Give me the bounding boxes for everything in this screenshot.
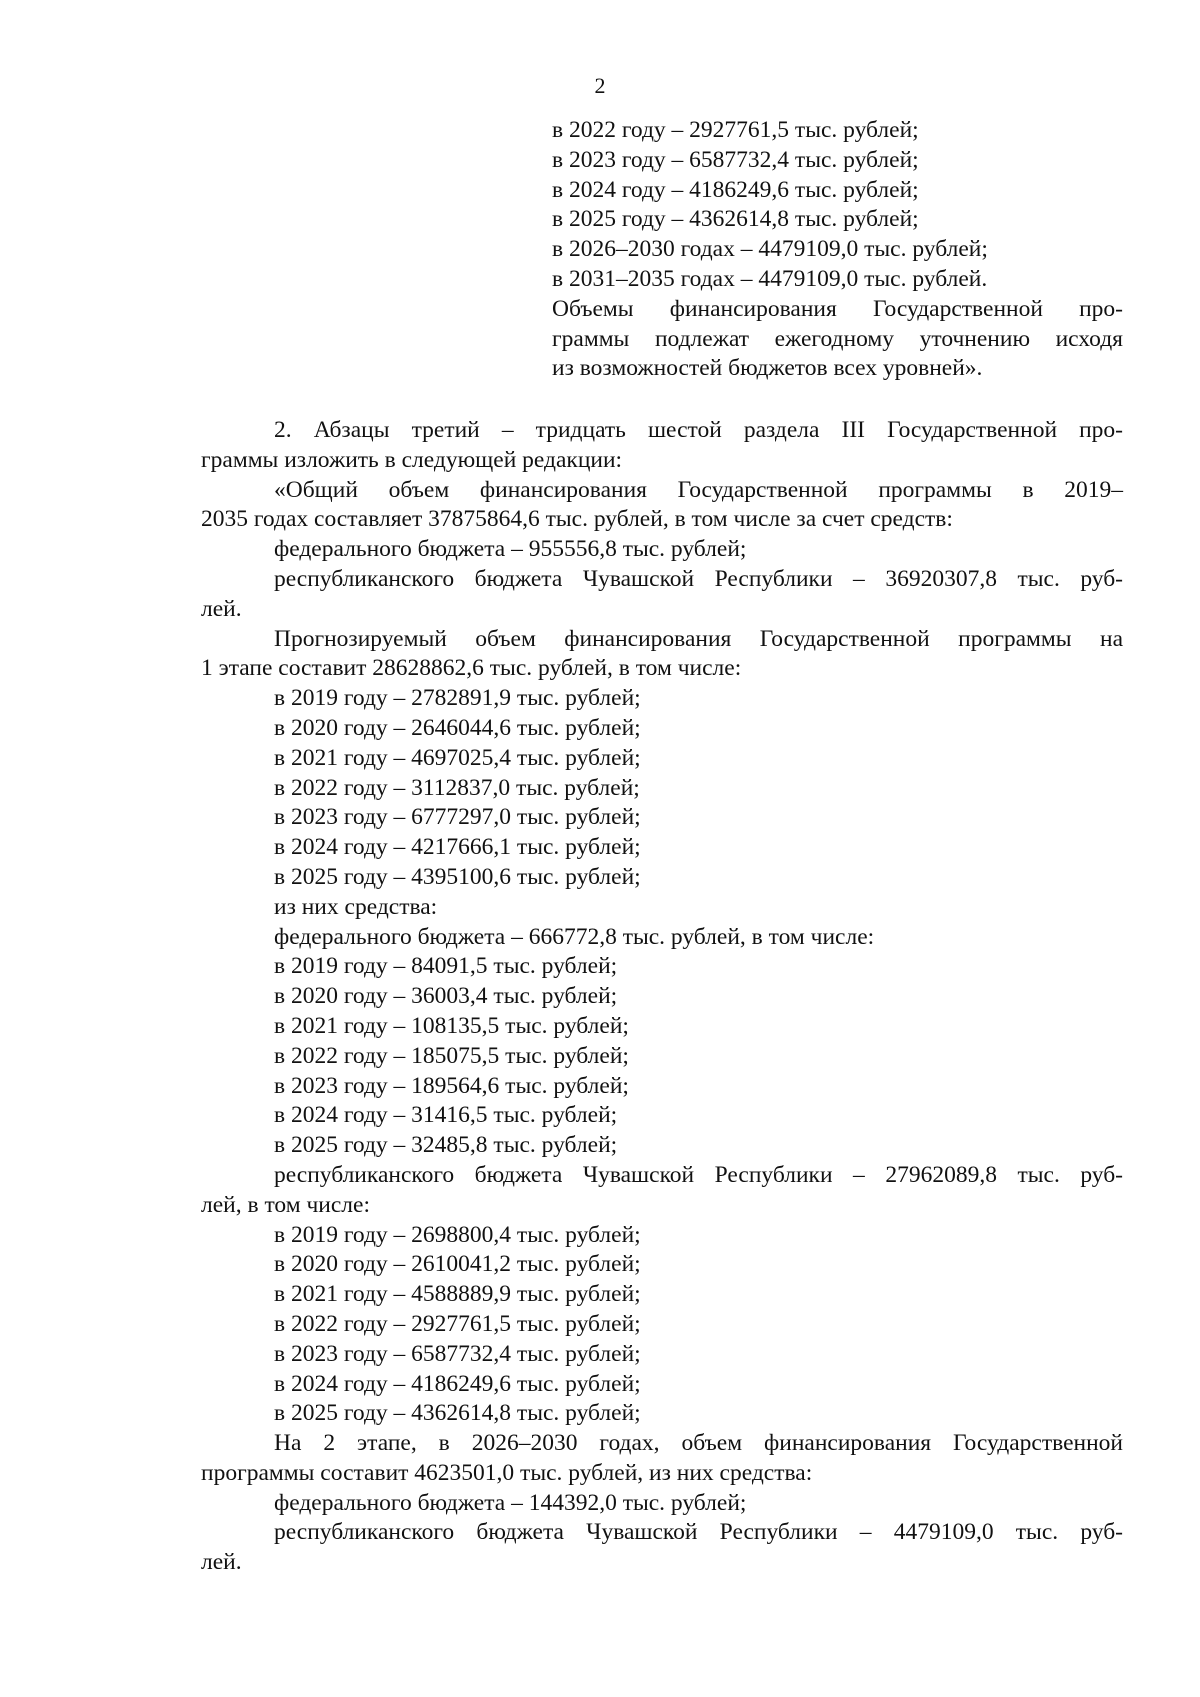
text-line: из возможностей бюджетов всех уровней». — [552, 355, 983, 382]
main-text — [201, 416, 1123, 1578]
text-line: 2035 годах составляет 37875864,6 тыс. рублей, в том числе за счет средств: — [201, 506, 953, 533]
text-line: 2. Абзацы третий – тридцать шестой раздела III Государственной про- — [274, 417, 1123, 443]
text-line: в 2022 году – 185075,5 тыс. рублей; — [274, 1042, 629, 1069]
text-line: лей. — [201, 1549, 242, 1576]
text-line: в 2031–2035 годах – 4479109,0 тыс. рублей. — [552, 265, 988, 292]
text-line: в 2022 году – 3112837,0 тыс. рублей; — [274, 774, 640, 801]
text-line: в 2025 году – 4362614,8 тыс. рублей; — [274, 1400, 641, 1427]
text-line: в 2024 году – 4217666,1 тыс. рублей; — [274, 834, 641, 861]
text-line: в 2026–2030 годах – 4479109,0 тыс. рублей; — [552, 236, 988, 263]
text-line: в 2019 году – 2698800,4 тыс. рублей; — [274, 1221, 641, 1248]
text-line: в 2021 году – 4588889,9 тыс. рублей; — [274, 1281, 641, 1308]
text-line: в 2023 году – 6587732,4 тыс. рублей; — [274, 1340, 641, 1367]
text-line: федерального бюджета – 666772,8 тыс. рублей, в том числе: — [274, 923, 875, 950]
text-line: в 2024 году – 31416,5 тыс. рублей; — [274, 1102, 618, 1129]
text-line: в 2023 году – 189564,6 тыс. рублей; — [274, 1072, 629, 1099]
text-line: Прогнозируемый объем финансирования Государственной программы на — [274, 625, 1123, 652]
text-line: федерального бюджета – 955556,8 тыс. рублей; — [274, 536, 747, 563]
text-line: в 2020 году – 2646044,6 тыс. рублей; — [274, 714, 641, 741]
text-line: республиканского бюджета Чувашской Республики – 4479109,0 тыс. руб- — [274, 1519, 1123, 1546]
text-line: в 2019 году – 84091,5 тыс. рублей; — [274, 953, 618, 980]
text-line: лей. — [201, 595, 242, 622]
text-line: в 2021 году – 108135,5 тыс. рублей; — [274, 1012, 629, 1039]
text-line: программы составит 4623501,0 тыс. рублей, из них средства: — [201, 1459, 813, 1486]
text-line: в 2025 году – 4395100,6 тыс. рублей; — [274, 863, 641, 890]
text-line: в 2025 году – 4362614,8 тыс. рублей; — [552, 206, 919, 233]
text-line: из них средства: — [274, 893, 438, 920]
text-line: республиканского бюджета Чувашской Республики – 36920307,8 тыс. руб- — [274, 565, 1123, 592]
text-line: федерального бюджета – 144392,0 тыс. рублей; — [274, 1489, 747, 1516]
text-line: в 2020 году – 2610041,2 тыс. рублей; — [274, 1251, 641, 1278]
text-line: лей, в том числе: — [201, 1191, 370, 1218]
text-line: 1 этапе составит 28628862,6 тыс. рублей, в том числе: — [201, 655, 742, 682]
text-line: в 2020 году – 36003,4 тыс. рублей; — [274, 983, 618, 1010]
text-line: граммы изложить в следующей редакции: — [201, 446, 623, 473]
text-line: в 2024 году – 4186249,6 тыс. рублей; — [274, 1370, 641, 1397]
text-line: в 2021 году – 4697025,4 тыс. рублей; — [274, 744, 641, 771]
text-line: Объемы финансирования Государственной про- — [552, 295, 1123, 322]
text-line: в 2022 году – 2927761,5 тыс. рублей; — [274, 1310, 641, 1337]
text-line: в 2023 году – 6777297,0 тыс. рублей; — [274, 804, 641, 831]
text-line: «Общий объем финансирования Государственной программы в 2019– — [274, 476, 1123, 503]
text-line: в 2025 году – 32485,8 тыс. рублей; — [274, 1132, 618, 1159]
text-line: в 2019 году – 2782891,9 тыс. рублей; — [274, 685, 641, 712]
text-line: республиканского бюджета Чувашской Республики – 27962089,8 тыс. руб- — [274, 1161, 1123, 1188]
text-line: в 2022 году – 2927761,5 тыс. рублей; — [552, 117, 919, 143]
text-line: граммы подлежат ежегодному уточнению исходя — [552, 325, 1123, 352]
text-line: На 2 этапе, в 2026–2030 годах, объем финансирования Государственной — [274, 1430, 1123, 1457]
text-line: в 2023 году – 6587732,4 тыс. рублей; — [552, 146, 919, 173]
page-number: 2 — [594, 73, 606, 98]
top-financing-block — [552, 116, 1123, 384]
text-line: в 2024 году – 4186249,6 тыс. рублей; — [552, 176, 919, 203]
